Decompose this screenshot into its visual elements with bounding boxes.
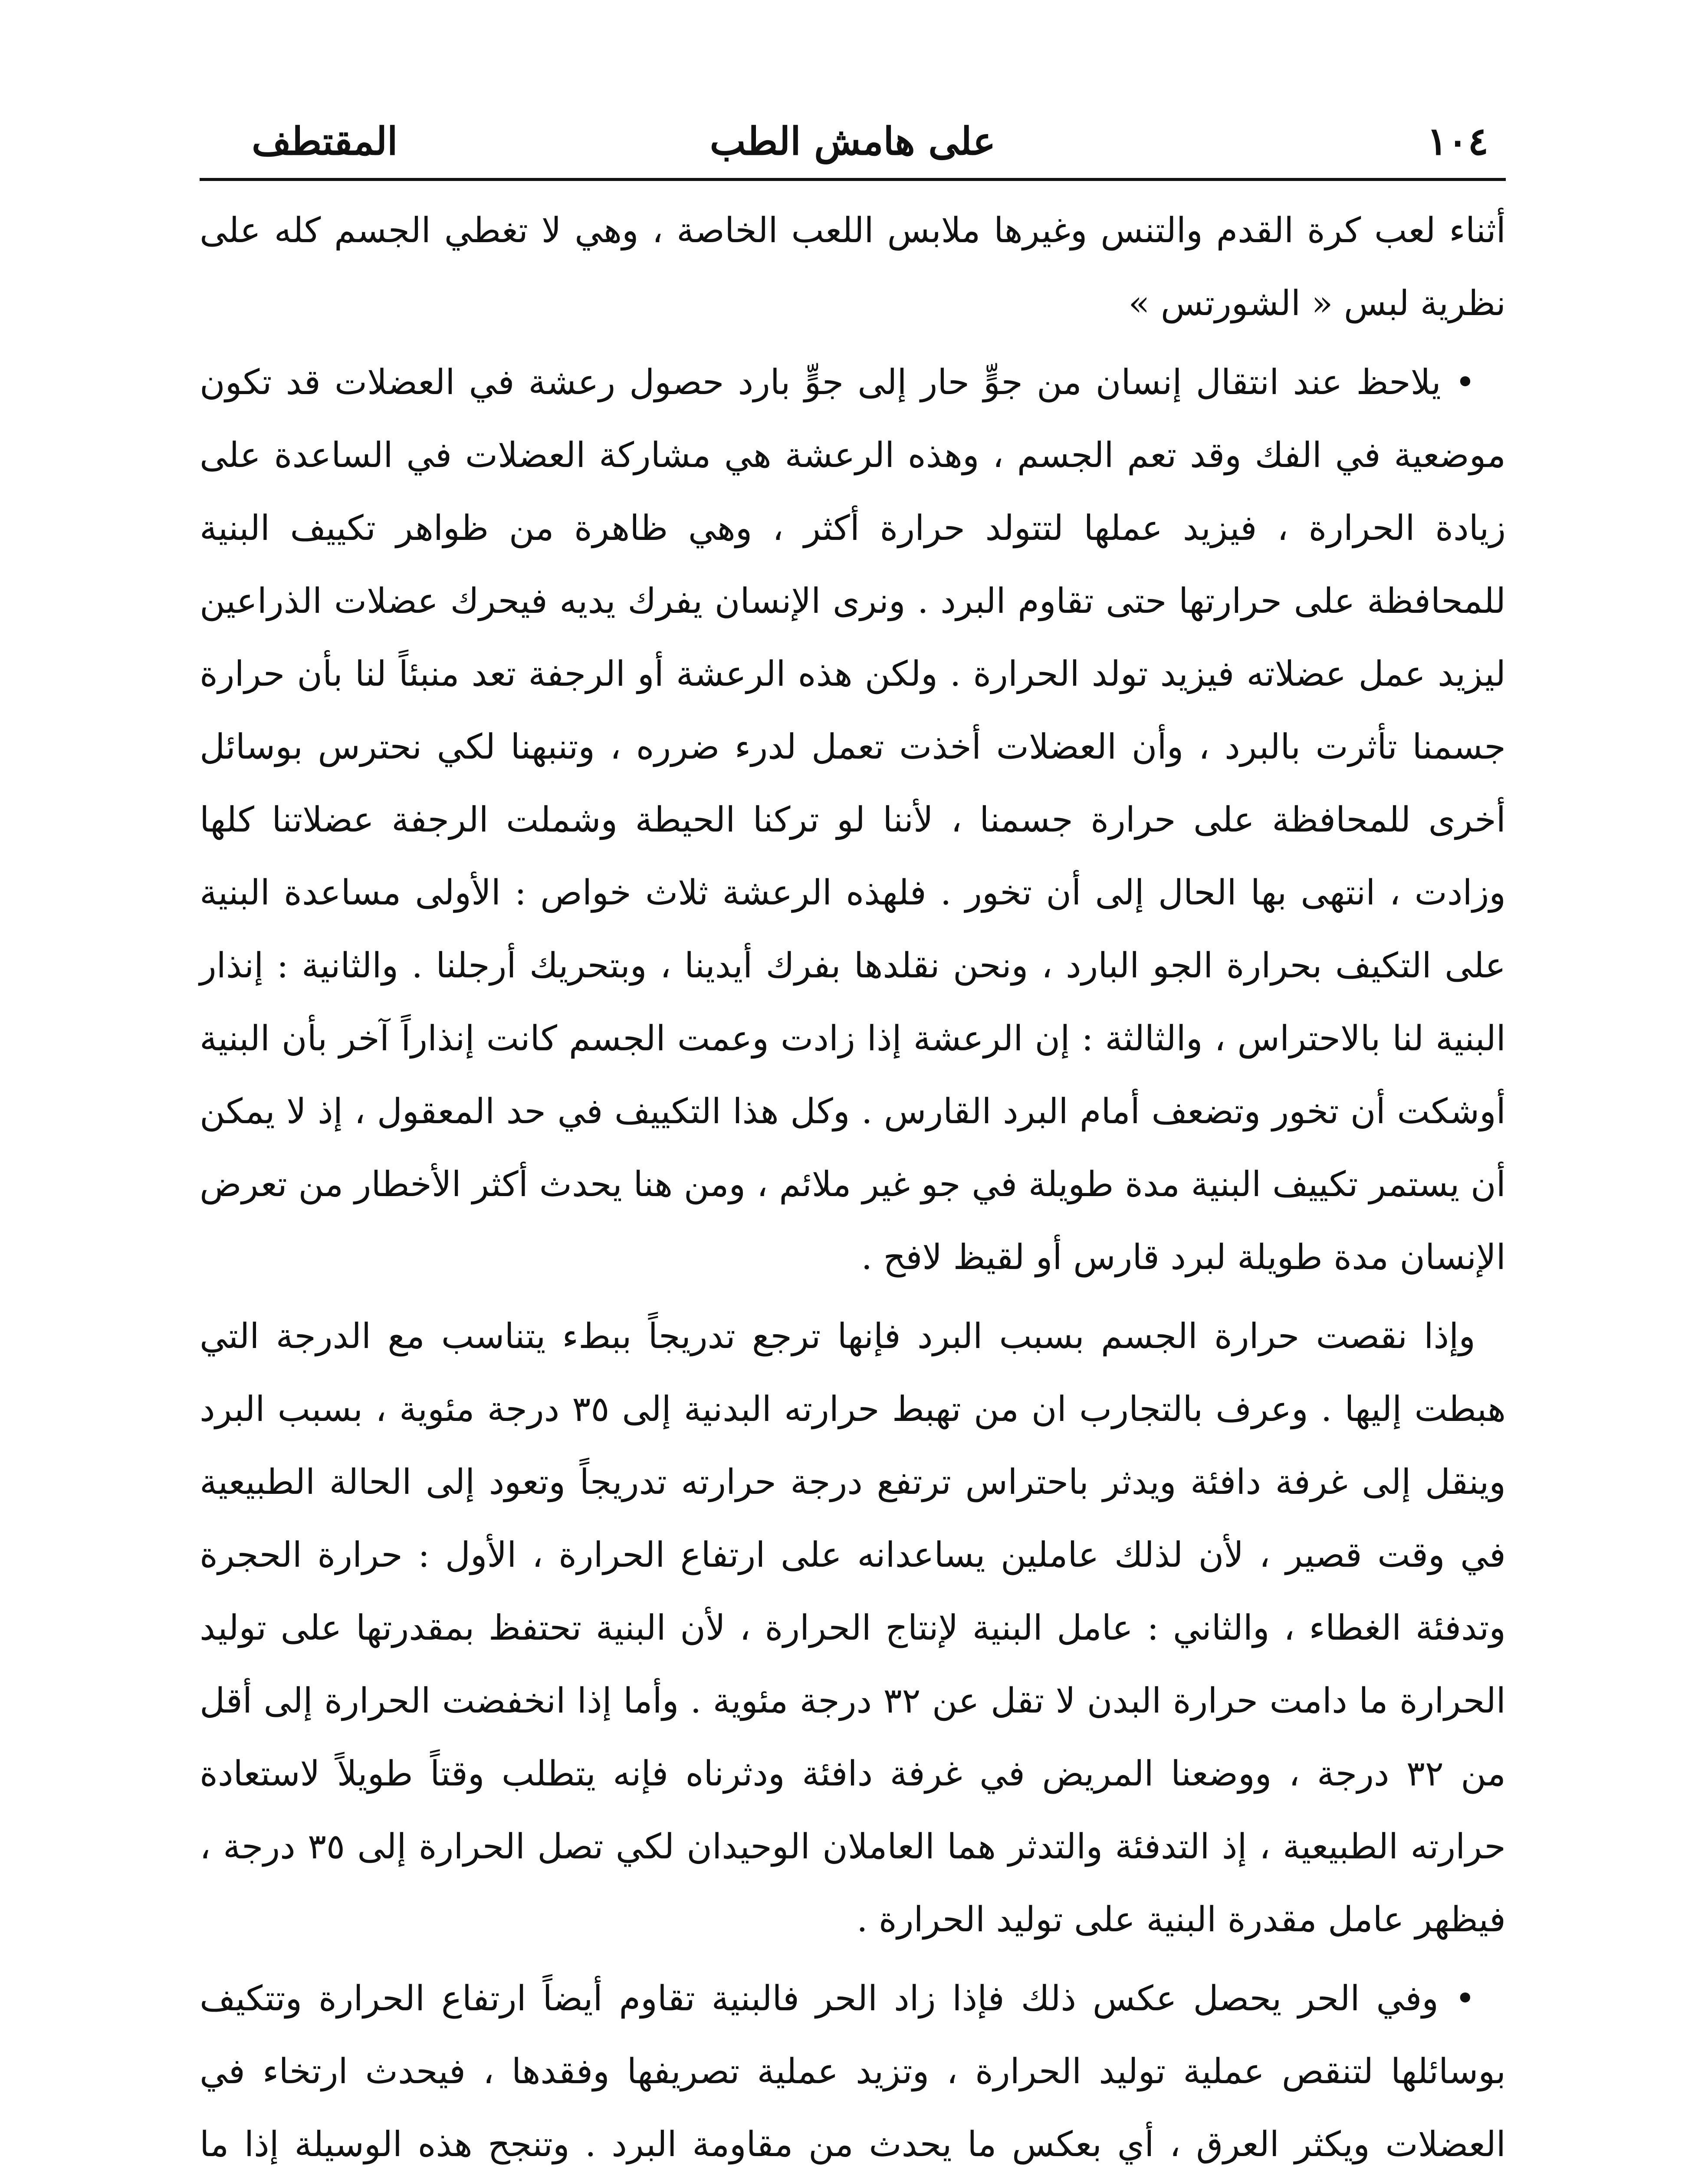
paragraph-body-temperature: وإذا نقصت حرارة الجسم بسبب البرد فإنها ترجع تدريجاً ببطء يتناسب مع الدرجة التي هبطت إليها . وعرف بالتجارب ان من تهبط حرارته البدنية إلى ٣٥ درجة مئوية ، بسبب البرد وينقل إلى غرفة دافئة ويدثر باحتراس ترتفع درجة حرارته تدريجاً وتعود إلى الحالة الطبيعية في وقت قصير ، لأن لذلك عاملين يساعدانه على ارتفاع الحرارة ، الأول : حرارة الحجرة وتدفئة الغطاء ، والثاني : عامل البنية لإنتاج الحرارة ، لأن البنية تحتفظ بمقدرتها على توليد الحرارة ما دامت حرارة البدن لا تقل عن ٣٢ درجة مئوية . وأما إذا انخفضت الحرارة إلى أقل من ٣٢ درجة ، ووضعنا المريض في غرفة دافئة ودثرناه فإنه يتطلب وقتاً طويلاً لاستعادة حرارته الطبيعية ، إذ التدفئة والتدثر هما العاملان الوحيدان لكي تصل الحرارة إلى ٣٥ درجة ، فيظهر عامل مقدرة البنية على توليد الحرارة . <box>200 1316 1506 1940</box>
running-header <box>200 108 1506 174</box>
paragraph-shivering: • يلاحظ عند انتقال إنسان من جوٍّ حار إلى جوٍّ بارد حصول رعشة في العضلات قد تكون موضعية في الفك وقد تعم الجسم ، وهذه الرعشة هي مشاركة العضلات في الساعدة على زيادة الحرارة ، فيزيد عملها لتتولد حرارة أكثر ، وهي ظاهرة من ظواهر تكييف البنية للمحافظة على حرارتها حتى تقاوم البرد . ونرى الإنسان يفرك يديه فيحرك عضلات الذراعين ليزيد عمل عضلاته فيزيد تولد الحرارة . ولكن هذه الرعشة أو الرجفة تعد منبئاً لنا بأن حرارة جسمنا تأثرت بالبرد ، وأن العضلات أخذت تعمل لدرء ضرره ، وتنبهنا لكي نحترس بوسائل أخرى للمحافظة على حرارة جسمنا ، لأننا لو تركنا الحيطة وشملت الرجفة عضلاتنا كلها وزادت ، انتهى بها الحال إلى أن تخور . فلهذه الرعشة ثلاث خواص : الأولى مساعدة البنية على التكيف بحرارة الجو البارد ، ونحن نقلدها بفرك أيدينا ، وبتحريك أرجلنا . والثانية : إنذار البنية لنا بالاحتراس ، والثالثة : إن الرعشة إذا زادت وعمت الجسم كانت إنذاراً آخر بأن البنية أوشكت أن تخور وتضعف أمام البرد القارس . وكل هذا التكييف في حد المعقول ، إذ لا يمكن أن يستمر تكييف البنية مدة طويلة في جو غير ملائم ، ومن هنا يحدث أكثر الأخطار من تعرض الإنسان مدة طويلة لبرد قارس أو لقيظ لافح . <box>200 362 1506 1277</box>
paragraph-heat: • وفي الحر يحصل عكس ذلك فإذا زاد الحر فالبنية تقاوم أيضاً ارتفاع الحرارة وتتكيف بوسائلها لتنقص عملية توليد الحرارة ، وتزيد عملية تصريفها وفقدها ، فيحدث ارتخاء في العضلات ويكثر العرق ، أي بعكس ما يحدث من مقاومة البرد . وتنجح هذه الوسيلة إذا ما <box>200 1978 1506 2164</box>
book-title: على هامش الطب <box>709 118 996 164</box>
document-page <box>200 108 1506 2170</box>
paragraph-continued: أثناء لعب كرة القدم والتنس وغيرها ملابس اللعب الخاصة ، وهي لا تغطي الجسم كله على نظرية لبس « الشورتس » <box>200 210 1506 323</box>
journal-name: المقتطف <box>252 118 398 164</box>
page-number: ١٠٤ <box>1427 118 1488 164</box>
header-rule <box>200 178 1506 181</box>
body-text <box>200 194 1506 2170</box>
